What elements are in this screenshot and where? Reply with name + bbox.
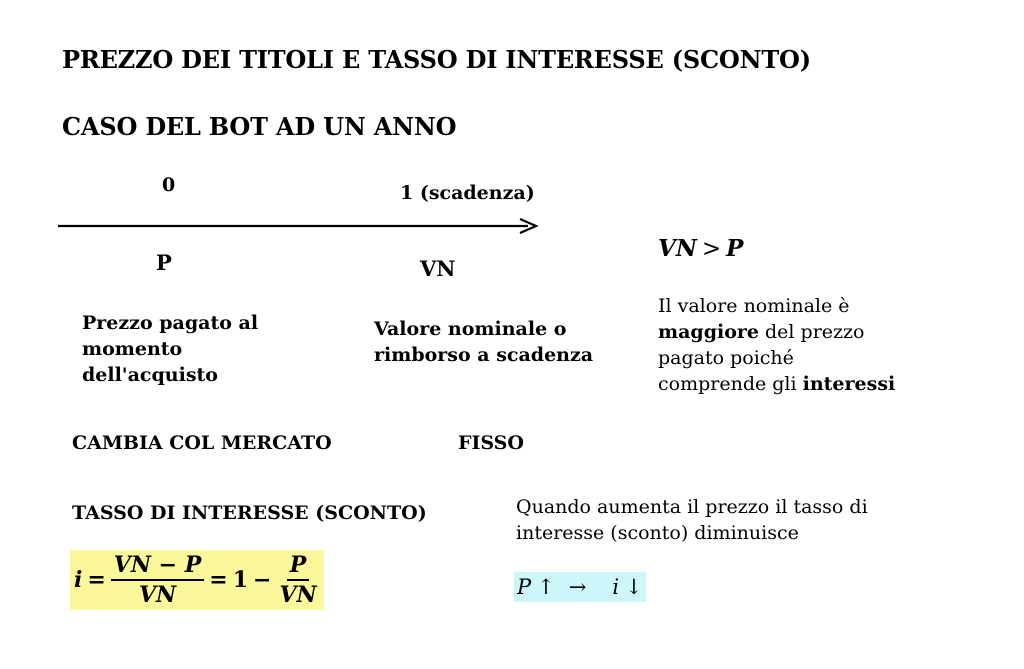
relation-rhs: P bbox=[726, 235, 744, 262]
fixed-label: FISSO bbox=[458, 432, 524, 454]
page-title: PREZZO DEI TITOLI E TASSO DI INTERESSE (SCONTO) bbox=[62, 45, 811, 74]
relation-operator: > bbox=[701, 236, 722, 262]
rate-formula bbox=[70, 550, 324, 610]
timeline-end-label: 1 (scadenza) bbox=[400, 182, 535, 204]
formula-minus: − bbox=[253, 567, 272, 593]
market-label: CAMBIA COL MERCATO bbox=[72, 432, 332, 454]
inverse-relation-formula bbox=[514, 572, 646, 602]
arrow-right-icon: → bbox=[568, 575, 587, 599]
explanation-bold-maggiore: maggiore bbox=[658, 321, 759, 343]
timeline-start-label: 0 bbox=[162, 174, 176, 196]
page-subtitle: CASO DEL BOT AD UN ANNO bbox=[62, 112, 457, 141]
arrow-up-icon: ↑ bbox=[537, 575, 555, 599]
timeline-start-symbol: P bbox=[156, 250, 172, 275]
timeline-end-symbol: VN bbox=[420, 256, 456, 281]
explanation-bold-interessi: interessi bbox=[802, 373, 896, 395]
timeline-arrow bbox=[58, 216, 540, 236]
relation-lhs: VN bbox=[658, 235, 697, 262]
formula-fraction-2 bbox=[276, 551, 319, 609]
formula-fraction-1 bbox=[111, 551, 204, 609]
nominal-description: Valore nominale o rimborso a scadenza bbox=[374, 318, 594, 366]
formula-equals-2: = bbox=[209, 567, 228, 593]
explanation-text bbox=[658, 293, 898, 397]
vn-greater-p-relation bbox=[658, 235, 743, 262]
fraction-2-numerator: P bbox=[287, 551, 310, 581]
formula-equals-1: = bbox=[87, 567, 106, 593]
inverse-i: i bbox=[612, 575, 620, 599]
fraction-1-numerator: VN − P bbox=[111, 551, 204, 581]
inverse-relation-note: Quando aumenta il prezzo il tasso di interesse (sconto) diminuisce bbox=[516, 496, 868, 544]
fraction-1-denominator: VN bbox=[138, 582, 177, 608]
arrow-down-icon: ↓ bbox=[625, 575, 643, 599]
fraction-2-denominator: VN bbox=[279, 582, 317, 608]
explanation-part-2: del prezzo pagato poiché comprende gli bbox=[658, 321, 865, 395]
price-description: Prezzo pagato al momento dell'acquisto bbox=[82, 312, 259, 386]
inverse-p: P bbox=[517, 575, 532, 599]
rate-heading: TASSO DI INTERESSE (SCONTO) bbox=[72, 502, 427, 524]
formula-one: 1 bbox=[232, 567, 249, 593]
formula-lhs: i bbox=[74, 567, 83, 593]
explanation-part-1: Il valore nominale è bbox=[658, 295, 850, 317]
